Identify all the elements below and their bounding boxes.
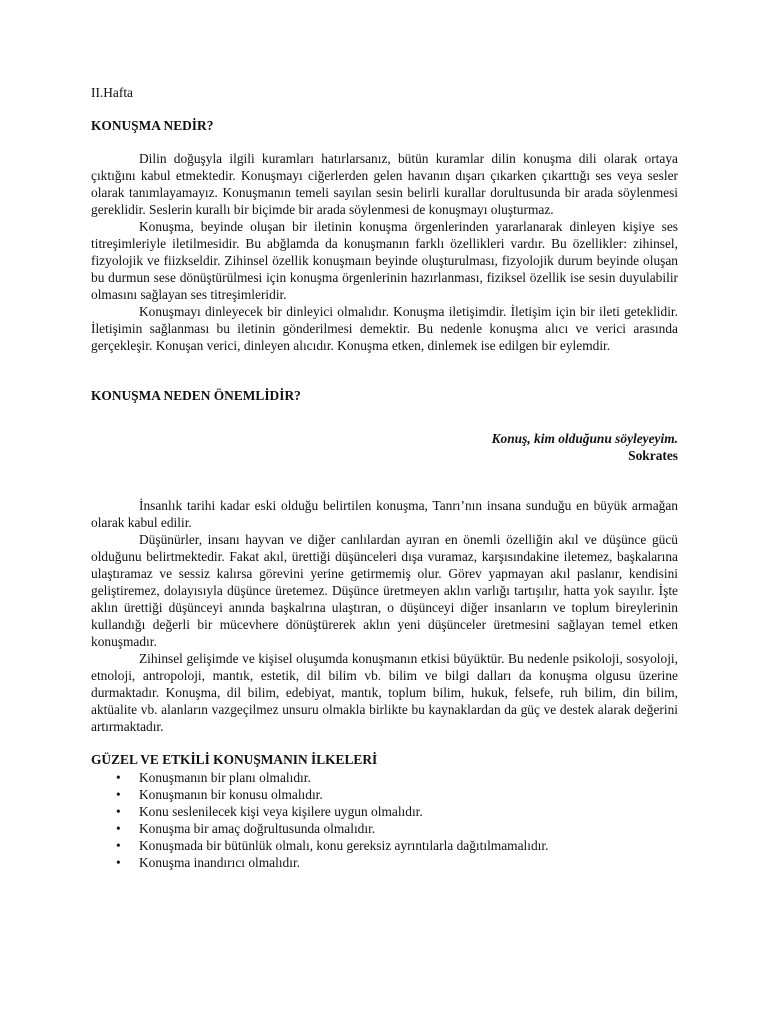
principles-list bbox=[91, 769, 678, 871]
list-item bbox=[116, 837, 678, 854]
list-item-text: Konu seslenilecek kişi veya kişilere uygun olmalıdır. bbox=[139, 804, 423, 819]
list-item bbox=[116, 769, 678, 786]
section-what-is-speech bbox=[91, 117, 678, 354]
list-item-text: Konuşmada bir bütünlük olmalı, konu gereksiz ayrıntılarla dağıtılmamalıdır. bbox=[139, 838, 549, 853]
bullet-icon: • bbox=[116, 787, 121, 802]
list-item-text: Konuşma inandırıcı olmalıdır. bbox=[139, 855, 301, 870]
section-heading-what-is-speech: KONUŞMA NEDİR? bbox=[91, 118, 214, 133]
week-label: II.Hafta bbox=[91, 85, 134, 100]
paragraph: Dilin doğuşyla ilgili kuramları hatırlarsanız, bütün kuramlar dilin konuşma dili olarak ortaya çıktığını kabul etmektedir. Konuşmayı ciğerlerden gelen havanın dışarı çıkarken çıkarttığı ses veya sesler olarak tanımlayamayız. Konuşmanın temeli sayılan sesin belirli kurallar dorultusunda bir arada söylenmesi gereklidir. Seslerin kurallı bir biçimde bir arada söylenmesi de konuşmayı oluşturmaz. bbox=[91, 151, 678, 217]
bullet-icon: • bbox=[116, 804, 121, 819]
paragraph: Konuşma, beyinde oluşan bir iletinin konuşma örgenlerinden yararlanarak dinleyen kişiye ses titreşimleriyle iletilmesidir. Bu abğlamda da konuşmanın farklı özellikleri vardır. Bu özellikler: zihinsel, fizyolojik ve fiizkseldir. Zihinsel özellik konuşmaın beyinde oluşturulması, fizyolojik durum beyinde oluşan bu durmun sese dönüştürülmesi için konuşma örgenlerinin hazırlanması, fiziksel özellik ise sesin duyulabilir olmasını sağlayan ses titreşimleridir. bbox=[91, 219, 678, 302]
bullet-icon: • bbox=[116, 838, 121, 853]
paragraph: Düşünürler, insanı hayvan ve diğer canlılardan ayıran en önemli özelliğin akıl ve düşünce gücü olduğunu belirtmektedir. Fakat akıl, ürettiği düşünceleri dışa vuramaz, karşısındakine iletemez, başkalarına ulaştıramaz ve sessiz kalırsa görevini yerine getirmemiş olur. Görev yapmayan akıl paslanır, kendisini geliştiremez, dolayısıyla düşünce üretemez. Düşünce üretmeyen aklın varlığı tartışılır, hatta yok sayılır. İşte aklın ürettiği düşünceyi anında başkalrına ulaştıran, o düşünceyi diğer insanların ve toplum bireylerinin kullandığı değerli bir mücevhere dönüştürerek aklın yeni düşünceler üretmesini sağlayan temel etken konuşmadır. bbox=[91, 532, 678, 649]
section-principles bbox=[91, 751, 678, 871]
section-heading-why-speech-matters: KONUŞMA NEDEN ÖNEMLİDİR? bbox=[91, 388, 301, 403]
epigraph-text: Konuş, kim olduğunu söyleyeyim. bbox=[491, 431, 678, 446]
epigraph bbox=[91, 430, 678, 464]
epigraph-author: Sokrates bbox=[628, 448, 678, 463]
section-heading-principles: GÜZEL VE ETKİLİ KONUŞMANIN İLKELERİ bbox=[91, 752, 378, 767]
bullet-icon: • bbox=[116, 770, 121, 785]
paragraph: Zihinsel gelişimde ve kişisel oluşumda konuşmanın etkisi büyüktür. Bu nedenle psikoloji, sosyoloji, etnoloji, antropoloji, mantık, estetik, dil bilim vb. bilim ve bilgi dalları da konuşma olgusu üzerine durmaktadır. Konuşma, dil bilim, edebiyat, mantık, toplum bilim, hukuk, felsefe, ruh bilim, din bilim, aktüalite vb. alanların vazgeçilmez unsuru olmakla birlikte bu kaynaklardan da güç ve destek alarak değerini artırmaktadır. bbox=[91, 651, 678, 734]
paragraph: İnsanlık tarihi kadar eski olduğu belirtilen konuşma, Tanrı’nın insana sunduğu en büyük armağan olarak kabul edilir. bbox=[91, 498, 678, 530]
section-why-speech-matters bbox=[91, 387, 678, 735]
list-item-text: Konuşma bir amaç doğrultusunda olmalıdır. bbox=[139, 821, 376, 836]
list-item-text: Konuşmanın bir konusu olmalıdır. bbox=[139, 787, 323, 802]
document-page bbox=[91, 84, 678, 871]
paragraph: Konuşmayı dinleyecek bir dinleyici olmalıdır. Konuşma iletişimdir. İletişim için bir ileti geteklidir. İletişimin sağlanması bu iletinin gönderilmesi demektir. Bu nedenle konuşma alıcı ve verici arasında gerçekleşir. Konuşan verici, dinleyen alıcıdır. Konuşma etken, dinlemek ise edilgen bir eylemdir. bbox=[91, 304, 678, 353]
list-item bbox=[116, 803, 678, 820]
bullet-icon: • bbox=[116, 855, 121, 870]
bullet-icon: • bbox=[116, 821, 121, 836]
list-item bbox=[116, 786, 678, 803]
list-item bbox=[116, 820, 678, 837]
list-item-text: Konuşmanın bir planı olmalıdır. bbox=[139, 770, 311, 785]
list-item bbox=[116, 854, 678, 871]
section-body bbox=[91, 497, 678, 735]
